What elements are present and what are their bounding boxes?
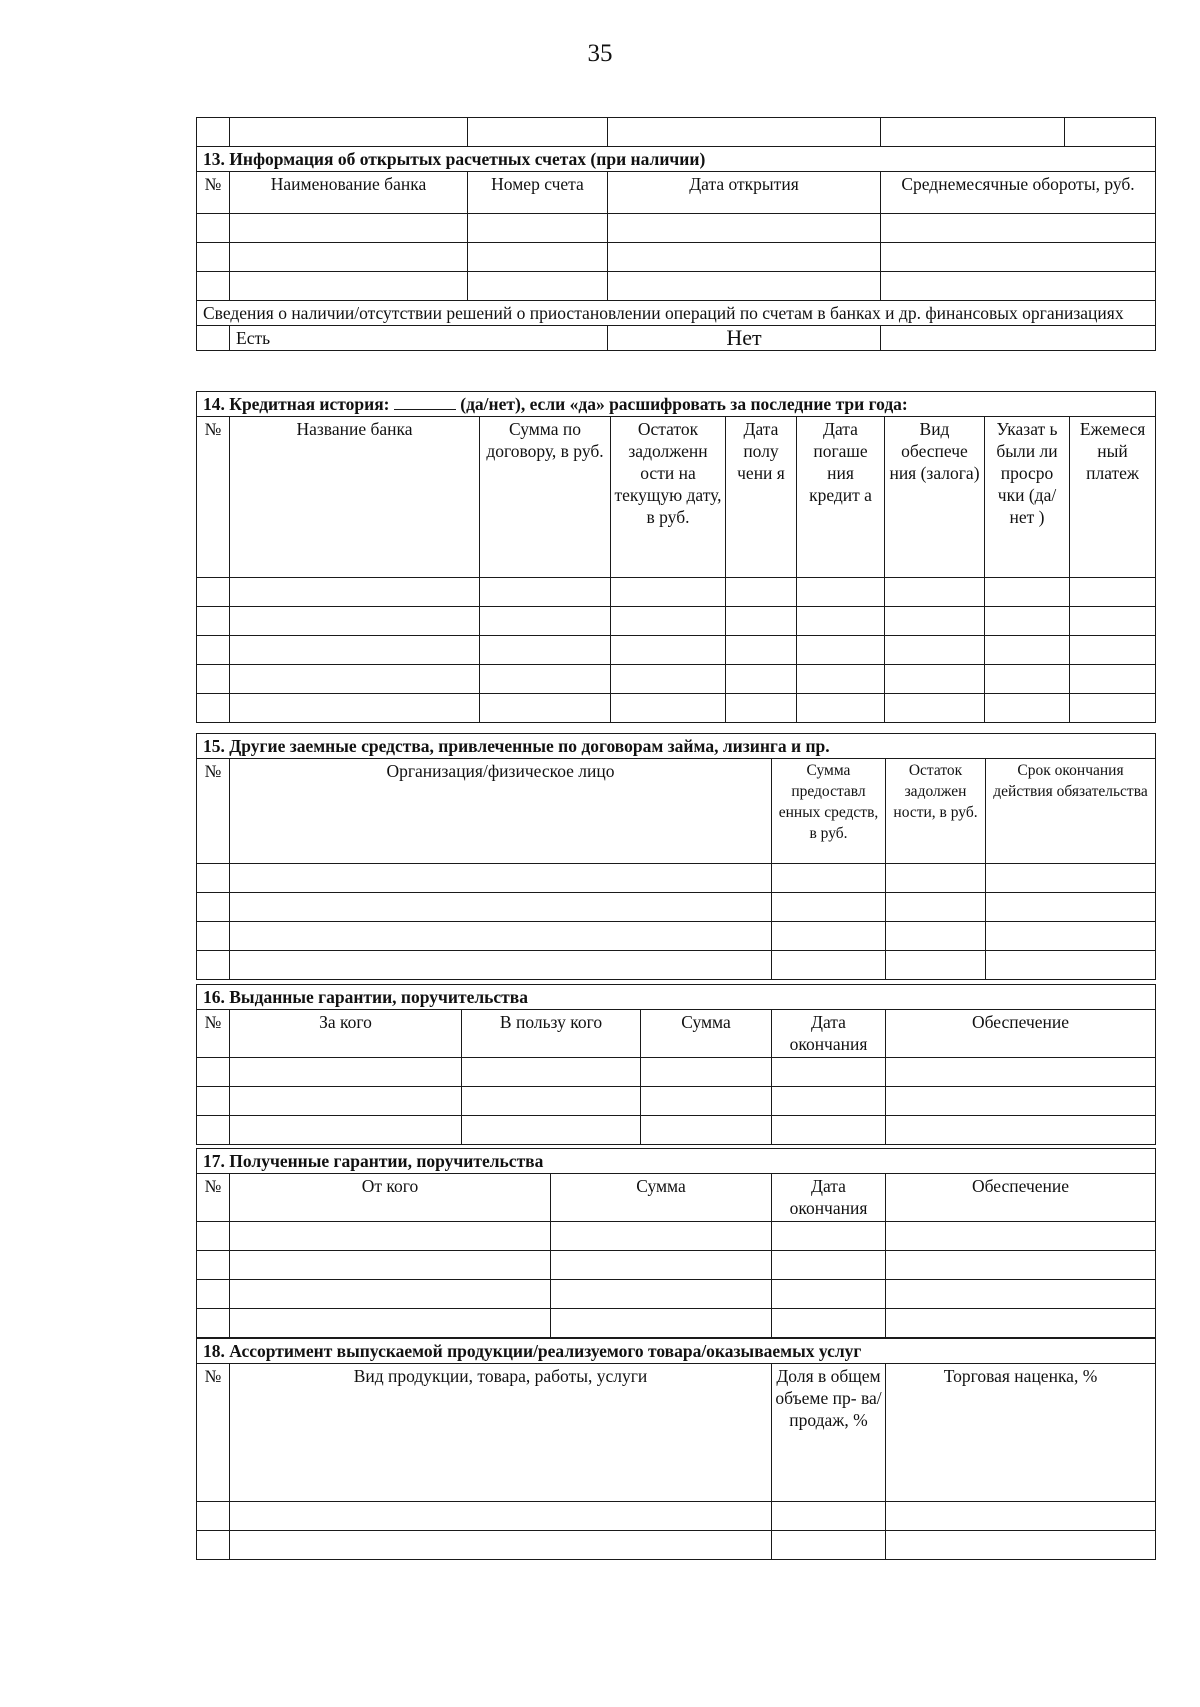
col-provided-sum-header: Сумма предоставл енных средств, в руб. bbox=[772, 759, 886, 864]
col-sum-header: Сумма bbox=[641, 1010, 772, 1058]
col-repayment-date-header: Дата погаше ния кредит а bbox=[797, 417, 885, 578]
input-row[interactable] bbox=[197, 214, 1156, 243]
input-row[interactable] bbox=[197, 1116, 1156, 1145]
input-row[interactable] bbox=[197, 272, 1156, 301]
input-row[interactable] bbox=[197, 665, 1156, 694]
input-row[interactable] bbox=[197, 1058, 1156, 1087]
input-row[interactable] bbox=[197, 1502, 1156, 1531]
yes-checkbox-cell[interactable] bbox=[197, 326, 230, 351]
credit-history-answer-field[interactable] bbox=[394, 393, 456, 410]
section-15-table bbox=[196, 733, 1156, 980]
input-row[interactable] bbox=[197, 1280, 1156, 1309]
no-checkbox-cell[interactable] bbox=[881, 326, 1156, 351]
col-overdue-header: Указат ь были ли просро чки (да/нет ) bbox=[985, 417, 1070, 578]
input-row[interactable] bbox=[197, 893, 1156, 922]
col-number-header: № bbox=[197, 1364, 230, 1502]
col-share-header: Доля в общем объеме пр- ва/продаж, % bbox=[772, 1364, 886, 1502]
col-from-whom-header: От кого bbox=[230, 1174, 551, 1222]
col-end-date-header: Дата окончания bbox=[772, 1174, 886, 1222]
section-18-title: 18. Ассортимент выпускаемой продукции/реализуемого товара/оказываемых услуг bbox=[197, 1339, 1156, 1364]
no-label: Нет bbox=[608, 326, 881, 351]
col-collateral-type-header: Вид обеспече ния (залога) bbox=[885, 417, 985, 578]
suspension-info-text: Сведения о наличии/отсутствии решений о приостановлении операций по счетам в банках и др. финансовых организациях bbox=[197, 301, 1156, 326]
col-end-date-header: Дата окончания bbox=[772, 1010, 886, 1058]
col-obligation-term-header: Срок окончания действия обязательства bbox=[986, 759, 1156, 864]
section-18-header-row bbox=[197, 1364, 1156, 1502]
section-17-title: 17. Полученные гарантии, поручительства bbox=[197, 1149, 1156, 1174]
col-open-date-header: Дата открытия bbox=[608, 172, 881, 214]
col-debt-balance-header: Остаток задолжен ности, в руб. bbox=[886, 759, 986, 864]
input-row[interactable] bbox=[197, 864, 1156, 893]
section-17-header-row bbox=[197, 1174, 1156, 1222]
section-17-table bbox=[196, 1148, 1156, 1338]
col-sum-header: Сумма bbox=[551, 1174, 772, 1222]
credit-history-label: 14. Кредитная история: bbox=[203, 394, 390, 414]
col-debt-balance-header: Остаток задолженн ости на текущую дату, в руб. bbox=[611, 417, 726, 578]
yes-no-row bbox=[197, 326, 1156, 351]
page-number: 35 bbox=[587, 40, 613, 67]
input-row[interactable] bbox=[197, 1531, 1156, 1560]
col-beneficiary-header: В пользу кого bbox=[462, 1010, 641, 1058]
col-number-header: № bbox=[197, 172, 230, 214]
section-14-table bbox=[196, 391, 1156, 723]
section-16-table bbox=[196, 984, 1156, 1145]
credit-history-instruction: (да/нет), если «да» расшифровать за последние три года: bbox=[460, 394, 908, 414]
col-bank-name-header: Название банка bbox=[230, 417, 480, 578]
input-row[interactable] bbox=[197, 578, 1156, 607]
col-organization-header: Организация/физическое лицо bbox=[230, 759, 772, 864]
input-row[interactable] bbox=[197, 922, 1156, 951]
col-number-header: № bbox=[197, 1174, 230, 1222]
col-account-number-header: Номер счета bbox=[468, 172, 608, 214]
input-row[interactable] bbox=[197, 1251, 1156, 1280]
section-16-title: 16. Выданные гарантии, поручительства bbox=[197, 985, 1156, 1010]
col-receipt-date-header: Дата полу чени я bbox=[726, 417, 797, 578]
section-16-header-row bbox=[197, 1010, 1156, 1058]
col-collateral-header: Обеспечение bbox=[886, 1174, 1156, 1222]
col-collateral-header: Обеспечение bbox=[886, 1010, 1156, 1058]
input-row[interactable] bbox=[197, 1087, 1156, 1116]
section-13-header-row bbox=[197, 172, 1156, 214]
yes-label: Есть bbox=[230, 326, 608, 351]
col-for-whom-header: За кого bbox=[230, 1010, 462, 1058]
input-row[interactable] bbox=[197, 951, 1156, 980]
col-contract-sum-header: Сумма по договору, в руб. bbox=[480, 417, 611, 578]
col-markup-header: Торговая наценка, % bbox=[886, 1364, 1156, 1502]
section-13-title: 13. Информация об открытых расчетных счетах (при наличии) bbox=[197, 147, 1156, 172]
col-monthly-payment-header: Ежемеся ный платеж bbox=[1070, 417, 1156, 578]
section-13-table bbox=[196, 117, 1156, 351]
section-15-header-row bbox=[197, 759, 1156, 864]
input-row[interactable] bbox=[197, 1309, 1156, 1338]
input-row[interactable] bbox=[197, 607, 1156, 636]
col-bank-name-header: Наименование банка bbox=[230, 172, 468, 214]
section-14-title bbox=[197, 392, 1156, 417]
col-number-header: № bbox=[197, 759, 230, 864]
top-empty-row bbox=[197, 118, 1156, 147]
section-15-title: 15. Другие заемные средства, привлеченные по договорам займа, лизинга и пр. bbox=[197, 734, 1156, 759]
col-number-header: № bbox=[197, 1010, 230, 1058]
input-row[interactable] bbox=[197, 243, 1156, 272]
col-product-type-header: Вид продукции, товара, работы, услуги bbox=[230, 1364, 772, 1502]
section-18-table bbox=[196, 1338, 1156, 1560]
section-14-header-row bbox=[197, 417, 1156, 578]
col-monthly-turnover-header: Среднемесячные обороты, руб. bbox=[881, 172, 1156, 214]
input-row[interactable] bbox=[197, 636, 1156, 665]
input-row[interactable] bbox=[197, 1222, 1156, 1251]
col-number-header: № bbox=[197, 417, 230, 578]
input-row[interactable] bbox=[197, 694, 1156, 723]
